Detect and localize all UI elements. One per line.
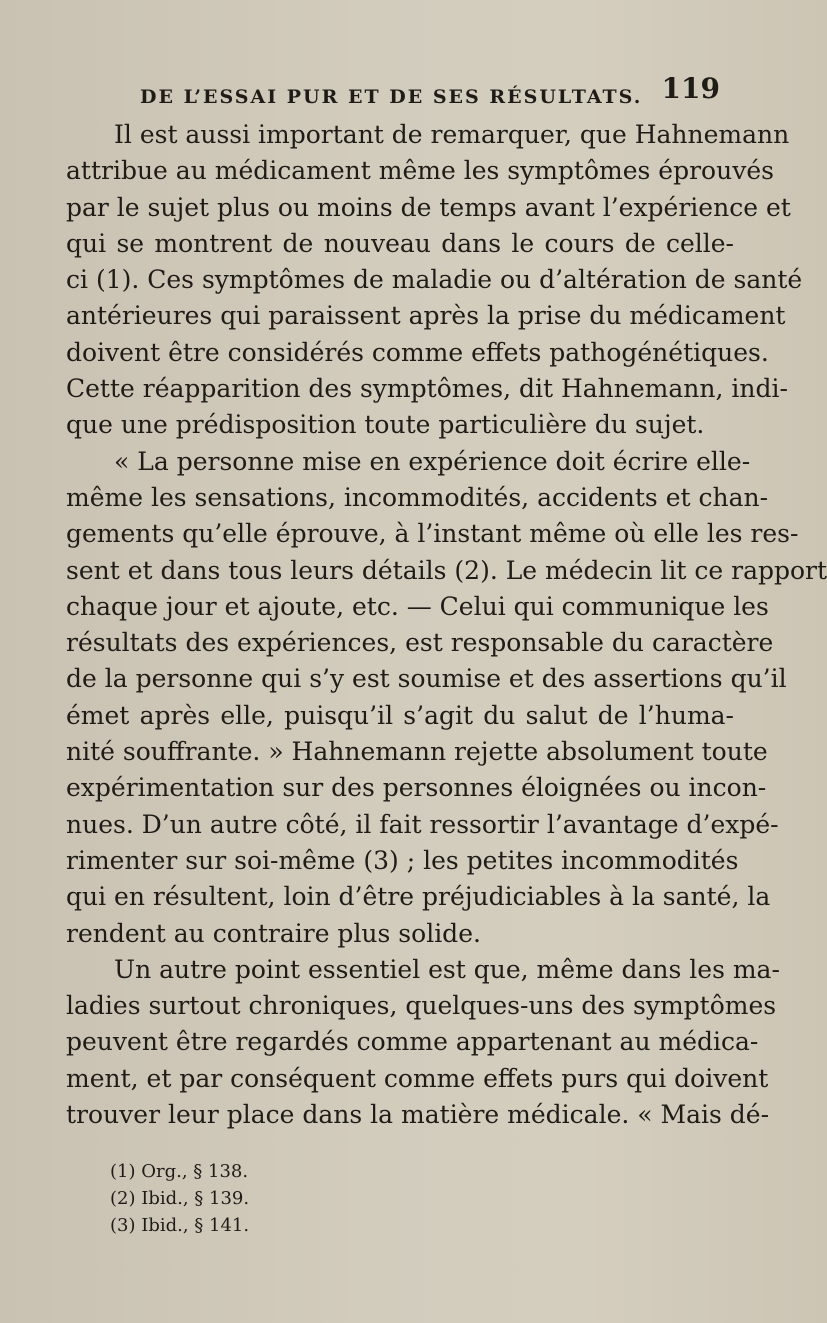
- text-line: qui se montrent de nouveau dans le cours de celle-: [66, 228, 734, 258]
- text-line: de la personne qui s’y est soumise et des assertions qu’il: [66, 664, 787, 694]
- text-line: expérimentation sur des personnes éloignées ou incon-: [66, 773, 767, 803]
- page-number: 119: [661, 72, 720, 105]
- footnote: (2) Ibid., § 139.: [110, 1188, 250, 1209]
- running-head: [140, 72, 720, 112]
- running-title: DE L’ESSAI PUR ET DE SES RÉSULTATS.: [140, 86, 643, 108]
- text-line: rimenter sur soi-même (3) ; les petites incommodités: [66, 845, 739, 875]
- text-line: même les sensations, incommodités, accidents et chan-: [66, 482, 769, 512]
- text-line: que une prédisposition toute particulière du sujet.: [66, 410, 705, 440]
- text-line: nues. D’un autre côté, il fait ressortir l’avantage d’expé-: [66, 809, 779, 839]
- text-line: chaque jour et ajoute, etc. — Celui qui communique les: [66, 591, 769, 621]
- text-line: sent et dans tous leurs détails (2). Le médecin lit ce rapport: [66, 555, 827, 585]
- text-line: ci (1). Ces symptômes de maladie ou d’altération de santé: [66, 265, 803, 295]
- body-text: [66, 117, 827, 1133]
- text-line: Il est aussi important de remarquer, que Hahnemann: [114, 120, 790, 149]
- footnotes: [110, 1158, 510, 1239]
- text-line: gements qu’elle éprouve, à l’instant même où elle les res-: [66, 519, 799, 549]
- text-line: peuvent être regardés comme appartenant au médica-: [66, 1027, 759, 1057]
- footnote: (3) Ibid., § 141.: [110, 1215, 250, 1236]
- text-line: Cette réapparition des symptômes, dit Hahnemann, indi-: [66, 374, 788, 404]
- text-line: par le sujet plus ou moins de temps avant l’expérience et: [66, 192, 791, 222]
- footnote: (1) Org., § 138.: [110, 1161, 249, 1182]
- text-line: antérieures qui paraissent après la prise du médicament: [66, 301, 786, 331]
- text-line: trouver leur place dans la matière médicale. « Mais dé-: [66, 1100, 770, 1130]
- text-line: Un autre point essentiel est que, même dans les ma-: [114, 954, 780, 984]
- text-line: rendent au contraire plus solide.: [66, 918, 481, 948]
- text-line: « La personne mise en expérience doit écrire elle-: [114, 446, 751, 476]
- text-line: qui en résultent, loin d’être préjudiciables à la santé, la: [66, 882, 771, 912]
- text-line: résultats des expériences, est responsable du caractère: [66, 628, 774, 658]
- text-line: doivent être considérés comme effets pathogénétiques.: [66, 337, 769, 367]
- text-line: attribue au médicament même les symptômes éprouvés: [66, 156, 774, 186]
- text-line: émet après elle, puisqu’il s’agit du salut de l’huma-: [66, 700, 734, 730]
- text-line: ladies surtout chroniques, quelques-uns des symptômes: [66, 991, 777, 1021]
- text-line: nité souffrante. » Hahnemann rejette absolument toute: [66, 737, 768, 767]
- text-line: ment, et par conséquent comme effets purs qui doivent: [66, 1063, 769, 1093]
